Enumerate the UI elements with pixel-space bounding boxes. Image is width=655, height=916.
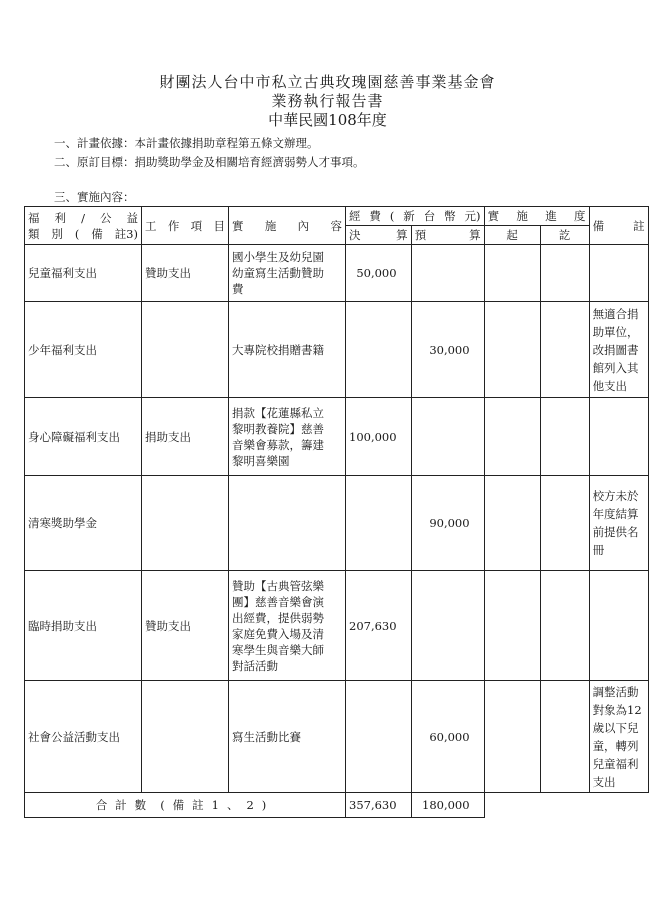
header-category-char: /	[81, 210, 85, 225]
header-progress-char: 進	[545, 209, 557, 223]
work-item-cell	[142, 681, 229, 793]
category-cell: 兒童福利支出	[25, 245, 142, 302]
final-amount-cell: 207,630	[346, 571, 412, 681]
category-cell: 社會公益活動支出	[25, 681, 142, 793]
work-item-cell	[142, 476, 229, 571]
content-line: 黎明教養院】慈善	[232, 421, 324, 436]
table-row	[25, 302, 649, 398]
work-item-cell: 贊助支出	[142, 571, 229, 681]
remark-line: 助單位，	[592, 324, 639, 339]
total-empty-cell	[540, 793, 589, 818]
table-row	[25, 398, 649, 476]
header-content	[229, 207, 346, 245]
content-cell	[229, 245, 346, 302]
header-start: 起	[484, 226, 540, 245]
header-final	[346, 226, 412, 245]
remark-line: 歲以下兒	[592, 720, 639, 735]
progress-end-cell	[540, 245, 589, 302]
header-estimate-char: 預	[414, 228, 427, 242]
header-category-char: 益	[126, 210, 138, 225]
header-work-item-char: 項	[190, 218, 203, 233]
total-final-cell: 357,630	[346, 793, 412, 818]
total-note: (備註1、2)	[160, 798, 275, 812]
estimate-amount-cell: 60,000	[411, 681, 484, 793]
remark-line: 兒童福利	[592, 756, 639, 771]
progress-start-cell	[484, 571, 540, 681]
header-content-char: 內	[297, 218, 310, 233]
remark-line: 館列入其	[592, 360, 639, 375]
remarks-cell	[589, 476, 648, 571]
remark-line: 改捐圖書	[592, 342, 639, 357]
remark-line: 對象為12	[592, 702, 642, 717]
content-line: 對話活動	[232, 658, 278, 673]
header-final-char: 決	[349, 228, 361, 242]
table-row	[25, 571, 649, 681]
content-line: 黎明喜樂園	[232, 453, 290, 468]
progress-start-cell	[484, 681, 540, 793]
estimate-amount-cell	[411, 571, 484, 681]
header-category-char: 利	[54, 210, 67, 225]
content-line: 寒學生與音樂大師	[232, 642, 324, 657]
table-row	[25, 245, 649, 302]
remark-line: 冊	[592, 543, 605, 557]
content-line: 幼童寫生活動贊助	[232, 266, 324, 280]
category-cell: 身心障礙福利支出	[25, 398, 142, 476]
final-amount-cell	[346, 681, 412, 793]
progress-end-cell	[540, 398, 589, 476]
remarks-cell	[589, 302, 648, 398]
header-progress-char: 度	[574, 209, 586, 223]
header-row-1	[25, 207, 649, 226]
header-end: 訖	[540, 226, 589, 245]
header-category	[25, 207, 142, 245]
progress-start-cell	[484, 476, 540, 571]
header-budget-char: 元)	[464, 209, 481, 223]
foundation-name: 財團法人台中市私立古典玫瑰園慈善事業基金會	[159, 73, 496, 91]
estimate-amount-cell	[411, 398, 484, 476]
progress-end-cell	[540, 476, 589, 571]
header-category-char: 備	[91, 226, 103, 241]
estimate-amount-cell: 90,000	[411, 476, 484, 571]
content-line: 大專院校捐贈書籍	[232, 342, 324, 357]
progress-end-cell	[540, 302, 589, 398]
category-cell: 臨時捐助支出	[25, 571, 142, 681]
estimate-amount-cell: 30,000	[411, 302, 484, 398]
header-remarks	[589, 207, 648, 245]
header-content-char: 實	[232, 218, 244, 233]
remark-line: 年度結算	[592, 507, 639, 521]
header-category-char: 公	[99, 210, 112, 225]
content-line: 寫生活動比賽	[232, 729, 301, 744]
header-budget-char: 台	[423, 209, 436, 223]
header-work-item	[142, 207, 229, 245]
content-line: 贊助【古典管弦樂	[232, 578, 324, 593]
progress-start-cell	[484, 302, 540, 398]
progress-end-cell	[540, 571, 589, 681]
final-amount-cell: 50,000	[346, 245, 412, 302]
header-remarks-char: 註	[633, 218, 645, 233]
header-work-item-char: 目	[213, 218, 225, 233]
header-work-item-char: 工	[145, 218, 157, 233]
total-row	[25, 793, 649, 818]
remark-line: 前提供名	[592, 525, 639, 539]
table-row	[25, 681, 649, 793]
header-progress	[484, 207, 589, 226]
implementation-table	[24, 206, 649, 818]
content-cell	[229, 681, 346, 793]
category-cell: 少年福利支出	[25, 302, 142, 398]
header-budget-char: 費	[369, 209, 381, 223]
report-title: 業務執行報告書	[271, 92, 384, 110]
total-label: 合計數	[95, 798, 155, 812]
table-row	[25, 476, 649, 571]
header-progress-char: 施	[516, 209, 528, 223]
remark-line: 童，轉列	[592, 738, 639, 753]
content-line: 團】慈善音樂會演	[232, 594, 324, 609]
remarks-cell	[589, 398, 648, 476]
remark-line: 他支出	[592, 378, 628, 393]
header-work-item-char: 作	[167, 218, 180, 233]
total-label-cell	[25, 793, 346, 818]
header-category-char: 福	[28, 210, 40, 225]
header-progress-char: 實	[487, 209, 500, 223]
plan-basis: 一、計畫依據：本計畫依據捐助章程第五條文辦理。	[54, 136, 319, 150]
progress-end-cell	[540, 681, 589, 793]
remark-line: 調整活動	[592, 684, 639, 699]
content-cell	[229, 476, 346, 571]
total-empty-cell	[589, 793, 648, 818]
report-year: 中華民國108年度	[268, 111, 387, 129]
total-empty-cell	[484, 793, 540, 818]
header-estimate-char: 算	[469, 228, 481, 242]
implementation-heading: 三、實施內容：	[54, 190, 135, 204]
content-cell	[229, 398, 346, 476]
remarks-cell	[589, 571, 648, 681]
header-budget-char: 經	[349, 209, 361, 223]
content-line: 出經費，提供弱勢	[232, 610, 324, 625]
final-amount-cell	[346, 476, 412, 571]
work-item-cell: 捐助支出	[142, 398, 229, 476]
final-amount-cell	[346, 302, 412, 398]
content-cell	[229, 571, 346, 681]
remark-line: 無適合捐	[592, 306, 639, 321]
content-cell	[229, 302, 346, 398]
progress-start-cell	[484, 398, 540, 476]
header-category-char: 註3)	[114, 226, 138, 241]
remark-line: 校方未於	[592, 489, 639, 503]
header-content-char: 容	[330, 218, 342, 233]
work-item-cell	[142, 302, 229, 398]
remarks-cell	[589, 681, 648, 793]
header-estimate	[411, 226, 484, 245]
header-budget-char: 幣	[444, 209, 456, 223]
header-content-char: 施	[264, 218, 277, 233]
header-budget	[346, 207, 485, 226]
header-budget-char: (	[389, 209, 395, 223]
content-line: 家庭免費入場及清	[232, 626, 324, 641]
header-final-char: 算	[396, 228, 408, 242]
final-amount-cell: 100,000	[346, 398, 412, 476]
content-line: 費	[232, 282, 244, 296]
total-estimate-cell: 180,000	[411, 793, 484, 818]
header-remarks-char: 備	[592, 218, 605, 233]
header-category-char: 別	[51, 226, 63, 241]
header-category-char: 類	[28, 226, 40, 241]
remark-line: 支出	[592, 774, 616, 789]
content-line: 音樂會募款，籌建	[232, 437, 324, 452]
progress-start-cell	[484, 245, 540, 302]
category-cell: 清寒獎助學金	[25, 476, 142, 571]
header-budget-char: 新	[403, 209, 415, 223]
content-line: 捐款【花蓮縣私立	[232, 405, 324, 420]
work-item-cell: 贊助支出	[142, 245, 229, 302]
content-line: 國小學生及幼兒園	[232, 250, 324, 264]
remarks-cell	[589, 245, 648, 302]
header-category-char: (	[74, 226, 80, 241]
plan-objective: 二、原訂目標：捐助獎助學金及相關培育經濟弱勢人才事項。	[54, 155, 365, 169]
estimate-amount-cell	[411, 245, 484, 302]
